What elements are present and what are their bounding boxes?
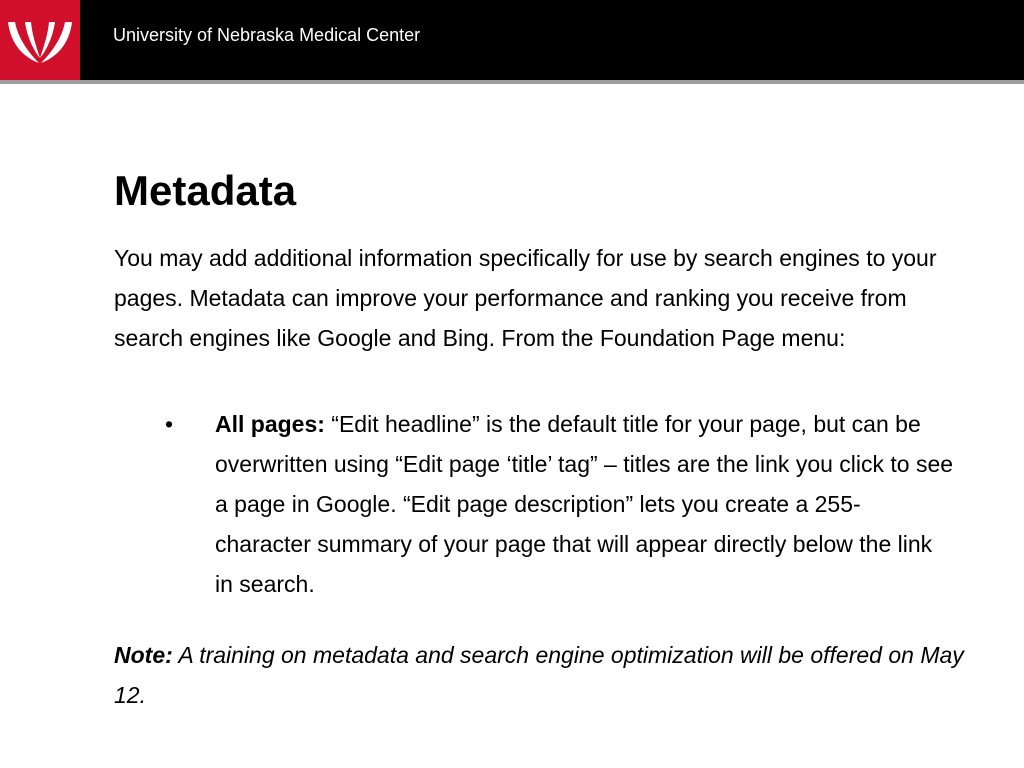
note-text: A training on metadata and search engine optimization will be offered on May 12. — [114, 642, 964, 708]
header-bar — [0, 0, 1024, 80]
bullet-marker: • — [165, 411, 174, 437]
note-paragraph — [114, 635, 964, 715]
slide-title: Metadata — [114, 167, 297, 214]
header-divider — [0, 80, 1024, 84]
bullet-label: All pages: — [215, 411, 325, 437]
intro-paragraph: You may add additional information specifically for use by search engines to your pages. Metadata can improve your performance and ranking you receive from search engines like Google and Bing. From the Foundation Page menu: — [114, 245, 937, 351]
organization-name: University of Nebraska Medical Center — [113, 25, 421, 45]
unmc-logo-icon — [0, 0, 80, 80]
bullet-body: “Edit headline” is the default title for your page, but can be overwritten using “Edit page ‘title’ tag” – titles are the link you click to see a page in Google. “Edit page description” lets you create a 255-character summary of your page that will appear directly below the link in search. — [215, 411, 954, 597]
bullet-text — [215, 404, 955, 604]
note-label: Note: — [114, 642, 173, 668]
